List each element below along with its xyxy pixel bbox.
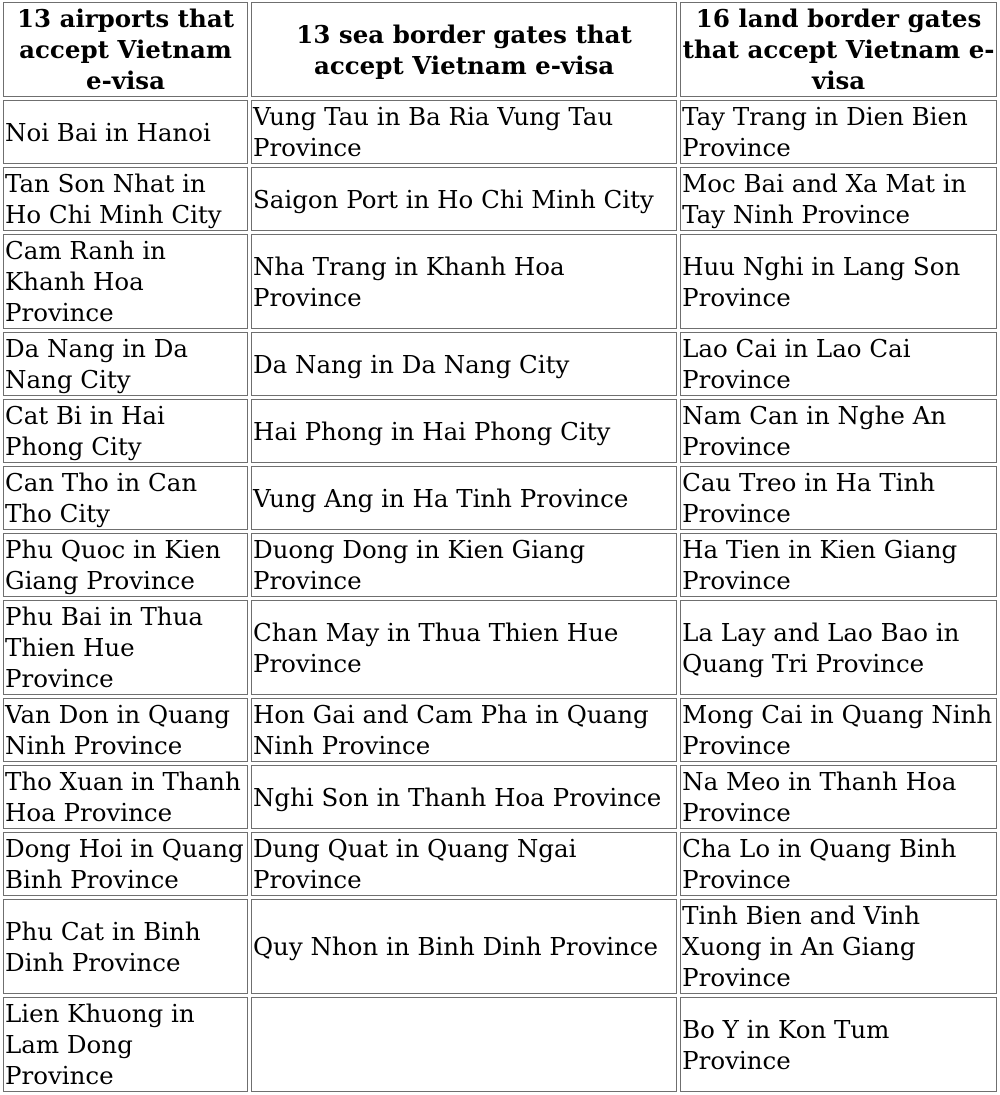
airport-cell: Dong Hoi in Quang Binh Province [3, 832, 248, 896]
header-sea-border-gates: 13 sea border gates that accept Vietnam e-visa [251, 2, 677, 97]
land-gate-cell: Huu Nghi in Lang Son Province [680, 234, 997, 329]
sea-gate-cell: Dung Quat in Quang Ngai Province [251, 832, 677, 896]
airport-cell: Phu Bai in Thua Thien Hue Province [3, 600, 248, 695]
airport-cell: Van Don in Quang Ninh Province [3, 698, 248, 762]
sea-gate-cell: Vung Ang in Ha Tinh Province [251, 466, 677, 530]
table-row [3, 832, 997, 896]
land-gate-cell: Bo Y in Kon Tum Province [680, 997, 997, 1092]
land-gate-cell: Moc Bai and Xa Mat in Tay Ninh Province [680, 167, 997, 231]
land-gate-cell: Cau Treo in Ha Tinh Province [680, 466, 997, 530]
sea-gate-cell: Vung Tau in Ba Ria Vung Tau Province [251, 100, 677, 164]
table-row [3, 399, 997, 463]
sea-gate-cell: Da Nang in Da Nang City [251, 332, 677, 396]
table-row [3, 765, 997, 829]
airport-cell: Cat Bi in Hai Phong City [3, 399, 248, 463]
airport-cell: Noi Bai in Hanoi [3, 100, 248, 164]
land-gate-cell: Nam Can in Nghe An Province [680, 399, 997, 463]
sea-gate-cell: Nghi Son in Thanh Hoa Province [251, 765, 677, 829]
airport-cell: Tan Son Nhat in Ho Chi Minh City [3, 167, 248, 231]
table-row [3, 600, 997, 695]
header-row [3, 2, 997, 97]
land-gate-cell: Mong Cai in Quang Ninh Province [680, 698, 997, 762]
airport-cell: Cam Ranh in Khanh Hoa Province [3, 234, 248, 329]
land-gate-cell: Cha Lo in Quang Binh Province [680, 832, 997, 896]
land-gate-cell: Tinh Bien and Vinh Xuong in An Giang Province [680, 899, 997, 994]
table-row [3, 533, 997, 597]
header-land-border-gates: 16 land border gates that accept Vietnam e-visa [680, 2, 997, 97]
airport-cell: Tho Xuan in Thanh Hoa Province [3, 765, 248, 829]
sea-gate-cell: Duong Dong in Kien Giang Province [251, 533, 677, 597]
table-header [3, 2, 997, 97]
sea-gate-cell: Hon Gai and Cam Pha in Quang Ninh Province [251, 698, 677, 762]
land-gate-cell: Lao Cai in Lao Cai Province [680, 332, 997, 396]
table-row [3, 332, 997, 396]
land-gate-cell: Ha Tien in Kien Giang Province [680, 533, 997, 597]
sea-gate-cell: Nha Trang in Khanh Hoa Province [251, 234, 677, 329]
airport-cell: Phu Quoc in Kien Giang Province [3, 533, 248, 597]
table-row [3, 234, 997, 329]
table-row [3, 466, 997, 530]
table-row [3, 698, 997, 762]
airport-cell: Lien Khuong in Lam Dong Province [3, 997, 248, 1092]
sea-gate-cell [251, 997, 677, 1092]
table-row [3, 997, 997, 1092]
table-row [3, 899, 997, 994]
sea-gate-cell: Hai Phong in Hai Phong City [251, 399, 677, 463]
sea-gate-cell: Chan May in Thua Thien Hue Province [251, 600, 677, 695]
land-gate-cell: Na Meo in Thanh Hoa Province [680, 765, 997, 829]
table-row [3, 167, 997, 231]
land-gate-cell: La Lay and Lao Bao in Quang Tri Province [680, 600, 997, 695]
sea-gate-cell: Saigon Port in Ho Chi Minh City [251, 167, 677, 231]
table-body [3, 100, 997, 1092]
sea-gate-cell: Quy Nhon in Binh Dinh Province [251, 899, 677, 994]
header-airports: 13 airports that accept Vietnam e-visa [3, 2, 248, 97]
land-gate-cell: Tay Trang in Dien Bien Province [680, 100, 997, 164]
airport-cell: Da Nang in Da Nang City [3, 332, 248, 396]
airport-cell: Can Tho in Can Tho City [3, 466, 248, 530]
table-row [3, 100, 997, 164]
airport-cell: Phu Cat in Binh Dinh Province [3, 899, 248, 994]
